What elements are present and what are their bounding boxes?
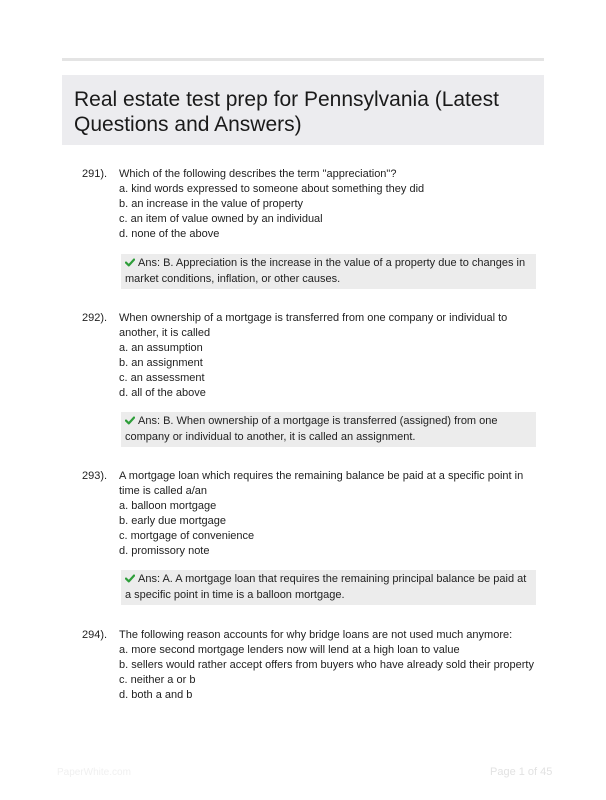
answer-option: c. an assessment [119,372,205,384]
question-body [119,167,542,242]
answer-option: b. early due mortgage [119,515,227,527]
question-number: 291). [82,168,108,180]
answer-option: d. both a and b [119,689,193,701]
answer-box [121,570,536,605]
answer-text: Ans: B. Appreciation is the increase in the value of a property due to changes in market conditions, inflation, or other causes. [125,257,526,285]
answer-option: c. neither a or b [119,674,196,686]
title-banner [62,75,544,145]
answer-box [121,412,536,447]
answer-option: a. more second mortgage lenders now will lend at a high loan to value [119,644,460,656]
answer-option: a. kind words expressed to someone about something they did [119,183,425,195]
question-number: 294). [82,629,108,641]
question-body [119,311,542,401]
question-number: 292). [82,312,108,324]
checkmark-icon [125,574,135,583]
answer-option: b. sellers would rather accept offers from buyers who have already sold their property [119,659,534,671]
answer-option: c. mortgage of convenience [119,530,255,542]
answer-option: b. an assignment [119,357,203,369]
footer-watermark: PaperWhite.com [57,767,131,778]
answer-option: d. promissory note [119,545,210,557]
answer-box [121,254,536,289]
question-body [119,628,542,703]
answer-option: d. none of the above [119,228,220,240]
document-title: Real estate test prep for Pennsylvania (Latest Questions and Answers) [74,88,499,136]
question-text: When ownership of a mortgage is transferred from one company or individual to another, it is called [119,312,508,339]
checkmark-icon [125,258,135,267]
answer-option: b. an increase in the value of property [119,198,304,210]
top-divider [62,58,544,61]
answer-text: Ans: A. A mortgage loan that requires the remaining principal balance be paid at a specific point in time is a balloon mortgage. [125,573,527,601]
question-text: A mortgage loan which requires the remaining balance be paid at a specific point in time is called a/an [119,470,524,497]
checkmark-icon [125,416,135,425]
question-body [119,469,542,559]
question-text: The following reason accounts for why bridge loans are not used much anymore: [119,629,513,641]
answer-option: d. all of the above [119,387,206,399]
answer-text: Ans: B. When ownership of a mortgage is transferred (assigned) from one company or individual to another, it is called an assignment. [125,415,498,443]
page-indicator: Page 1 of 45 [490,766,553,778]
answer-option: a. balloon mortgage [119,500,217,512]
answer-option: c. an item of value owned by an individual [119,213,323,225]
question-number: 293). [82,470,108,482]
answer-option: a. an assumption [119,342,203,354]
question-text: Which of the following describes the term "appreciation"? [119,168,397,180]
